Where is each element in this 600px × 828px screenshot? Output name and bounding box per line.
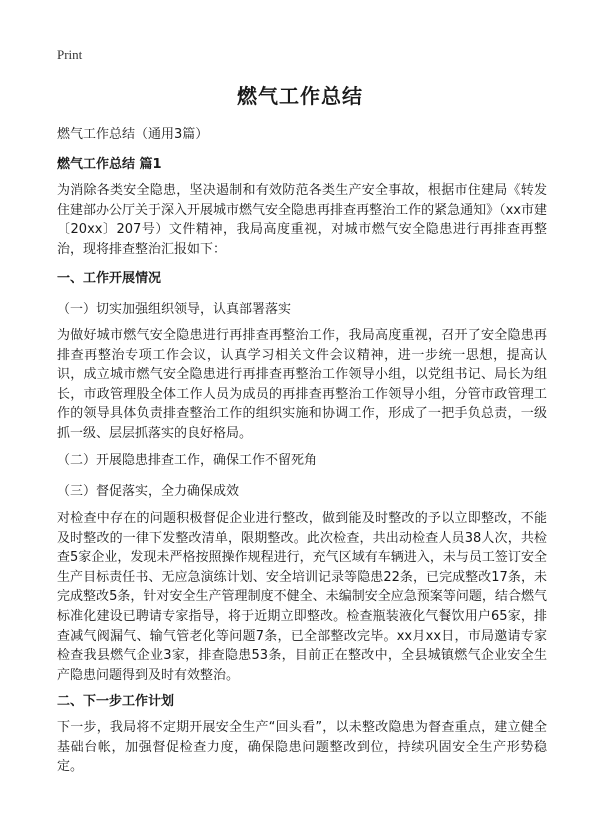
organization-paragraph: 为做好城市燃气安全隐患进行再排查再整治工作，我局高度重视，召开了安全隐患再排查再整治专项工作会议，认真学习相关文件会议精神，进一步统一思想，提高认识，成立城市燃气安全隐患进行再排查再整治工作领导小组，以党组书记、局长为组长，市政管理股全体工作人员为成员的再排查再整治工作领导小组，分管市政管理工作的领导具体负责排查整治工作的组织实施和协调工作，形成了一把手负总责，一级抓一级、层层抓落实的良好格局。 xyxy=(57,328,547,441)
print-link[interactable]: Print xyxy=(57,47,83,62)
document-subtitle: 燃气工作总结（通用3篇） xyxy=(57,127,209,142)
page-title: 燃气工作总结 xyxy=(237,84,363,108)
intro-paragraph: 为消除各类安全隐患，坚决遏制和有效防范各类生产安全事故，根据市住建局《转发住建部办公厅关于深入开展城市燃气安全隐患再排查再整治工作的紧急通知》（xx市建〔20xx〕207号）文件精神，我局高度重视，对城市燃气安全隐患进行再排查再整治，现将排查整治汇报如下： xyxy=(57,183,547,257)
implementation-paragraph: 对检查中存在的问题积极督促企业进行整改，做到能及时整改的予以立即整改，不能及时整改的一律下发整改清单，限期整改。此次检查，共出动检查人员38人次，共检查5家企业，发现未严格按照操作规程进行，充气区域有车辆进入，未与员工签订安全生产目标责任书、无应急演练计划、安全培训记录等隐患22条，已完成整改17条，未完成整改5条，针对安全生产管理制度不健全、未编制安全应急预案等问题，结合燃气标准化建设已聘请专家指导，将于近期立即整改。检查瓶装液化气餐饮用户65家，排查减气阀漏气、输气管老化等问题7条，已全部整改完毕。xx月xx日，市局邀请专家检查我县燃气企业3家，排查隐患53条，目前正在整改中，全县城镇燃气企业安全生产隐患问题得到及时有效整治。 xyxy=(57,511,547,683)
section-heading-work-status: 一、工作开展情况 xyxy=(57,271,162,286)
section-heading-next-steps: 二、下一步工作计划 xyxy=(57,694,175,709)
next-steps-paragraph: 下一步，我局将不定期开展安全生产“回头看”，以未整改隐患为督查重点，建立健全基础台帐，加强督促检查力度，确保隐患问题整改到位，持续巩固安全生产形势稳定。 xyxy=(57,720,547,775)
subsection-heading-organization: （一）切实加强组织领导，认真部署落实 xyxy=(57,302,292,317)
subsection-heading-hazard-check: （二）开展隐患排查工作，确保工作不留死角 xyxy=(57,453,318,468)
article-heading: 燃气工作总结 篇1 xyxy=(57,157,162,172)
subsection-heading-implementation: （三）督促落实，全力确保成效 xyxy=(57,484,240,499)
